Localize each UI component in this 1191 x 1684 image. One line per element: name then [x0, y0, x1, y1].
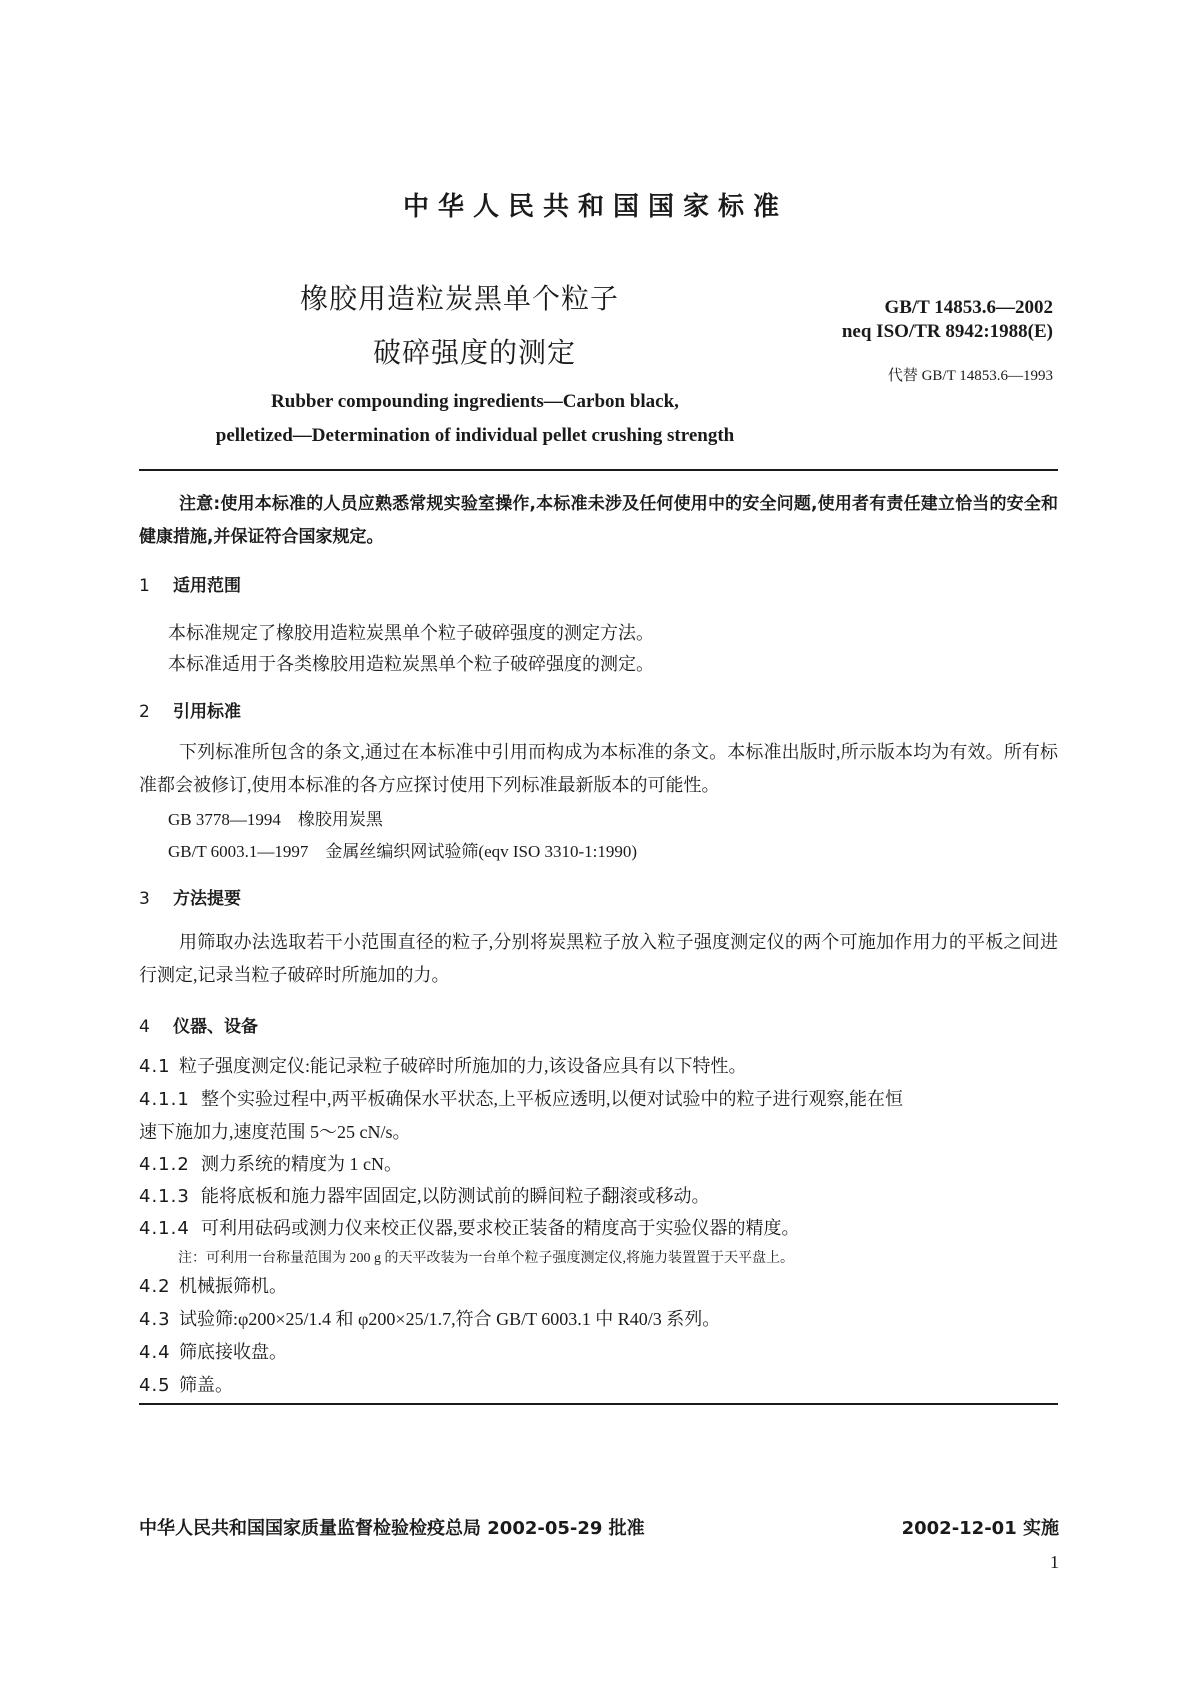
clause-text: 机械振筛机。 — [179, 1276, 287, 1296]
replaces-note: 代替 GB/T 14853.6—1993 — [887, 368, 1053, 384]
section-number: 2 — [139, 702, 150, 722]
clause-number: 4.1.4 — [139, 1218, 190, 1239]
clause-4-1-1 — [139, 1085, 903, 1111]
standard-title-en-line2: pelletized—Determination of individual pellet crushing strength — [215, 425, 735, 446]
clause-4-1-note: 注：可利用一台称量范围为 200 g 的天平改装为一台单个粒子强度测定仪,将施力装置置于天平盘上。 — [178, 1251, 794, 1266]
section-title: 仪器、设备 — [173, 1017, 258, 1037]
section-number: 1 — [139, 576, 150, 596]
clause-4-4 — [139, 1338, 287, 1364]
clause-number: 4.1.3 — [139, 1186, 190, 1207]
clause-text: 能将底板和施力器牢固固定,以防测试前的瞬间粒子翻滚或移动。 — [201, 1186, 710, 1206]
page-number: 1 — [1050, 1552, 1059, 1572]
section-1-heading — [139, 571, 241, 596]
standard-number: GB/T 14853.6—2002 — [884, 297, 1053, 318]
section-number: 3 — [139, 889, 150, 909]
equivalence-code: neq ISO/TR 8942:1988(E) — [841, 321, 1053, 342]
clause-text: 整个实验过程中,两平板确保水平状态,上平板应透明,以便对试验中的粒子进行观察,能在恒 — [201, 1089, 903, 1109]
header-divider — [139, 469, 1058, 471]
clause-text: 可利用砝码或测力仪来校正仪器,要求校正装备的精度高于实验仪器的精度。 — [201, 1218, 800, 1238]
section-title: 引用标准 — [173, 702, 241, 722]
reference-gbt6003: GB/T 6003.1—1997 金属丝编织网试验筛(eqv ISO 3310-1:1990) — [168, 842, 638, 861]
clause-4-5 — [139, 1371, 233, 1397]
clause-text: 筛底接收盘。 — [179, 1342, 287, 1362]
safety-notice: 注意:使用本标准的人员应熟悉常规实验室操作,本标准未涉及任何使用中的安全问题,使用者有责任建立恰当的安全和健康措施,并保证符合国家规定。 — [139, 494, 1058, 547]
section-3-para-1: 用筛取办法选取若干小范围直径的粒子,分别将炭黑粒子放入粒子强度测定仪的两个可施加作用力的平板之间进行测定,记录当粒子破碎时所施加的力。 — [139, 932, 1058, 985]
implementation-date: 2002-12-01 实施 — [901, 1518, 1059, 1539]
section-3-heading — [139, 884, 241, 909]
national-standard-heading: 中华人民共和国国家标准 — [402, 192, 788, 222]
clause-number: 4.3 — [139, 1309, 171, 1330]
clause-number: 4.1 — [139, 1056, 171, 1077]
clause-text: 试验筛:φ200×25/1.4 和 φ200×25/1.7,符合 GB/T 6003.1 中 R40/3 系列。 — [179, 1309, 721, 1329]
clause-number: 4.1.2 — [139, 1154, 190, 1175]
clause-4-1-2 — [139, 1150, 402, 1176]
section-title: 方法提要 — [173, 889, 241, 909]
clause-4-1-3 — [139, 1182, 710, 1208]
clause-text: 筛盖。 — [179, 1375, 233, 1395]
standard-title-cn-line1: 橡胶用造粒炭黑单个粒子 — [300, 282, 620, 315]
standard-title-cn-line2: 破碎强度的测定 — [373, 336, 577, 369]
standard-code-block — [842, 296, 1053, 344]
section-number: 4 — [139, 1017, 150, 1037]
clause-4-2 — [139, 1272, 287, 1298]
clause-4-1-1-continued: 速下施加力,速度范围 5～25 cN/s。 — [139, 1122, 411, 1142]
clause-4-3 — [139, 1305, 720, 1331]
clause-number: 4.2 — [139, 1276, 171, 1297]
clause-4-1-4 — [139, 1214, 800, 1240]
standard-title-en — [0, 385, 950, 453]
section-1-para-2: 本标准适用于各类橡胶用造粒炭黑单个粒子破碎强度的测定。 — [168, 654, 654, 674]
clause-text: 粒子强度测定仪:能记录粒子破碎时所施加的力,该设备应具有以下特性。 — [179, 1056, 747, 1076]
clause-4-1 — [139, 1052, 747, 1078]
section-4-heading — [139, 1012, 258, 1037]
clause-number: 4.5 — [139, 1375, 171, 1396]
approval-statement: 中华人民共和国国家质量监督检验检疫总局 2002-05-29 批准 — [139, 1518, 645, 1539]
standard-title-en-line1: Rubber compounding ingredients—Carbon black, — [271, 391, 679, 412]
clause-text: 测力系统的精度为 1 cN。 — [201, 1154, 402, 1174]
reference-gb3778: GB 3778—1994 橡胶用炭黑 — [168, 810, 383, 829]
footer-divider — [139, 1403, 1058, 1405]
clause-number: 4.1.1 — [139, 1089, 190, 1110]
section-2-para-1: 下列标准所包含的条文,通过在本标准中引用而构成为本标准的条文。本标准出版时,所示版本均为有效。所有标准都会被修订,使用本标准的各方应探讨使用下列标准最新版本的可能性。 — [139, 742, 1058, 795]
section-title: 适用范围 — [173, 576, 241, 596]
section-1-para-1: 本标准规定了橡胶用造粒炭黑单个粒子破碎强度的测定方法。 — [168, 623, 654, 643]
section-2-heading — [139, 697, 241, 722]
clause-number: 4.4 — [139, 1342, 171, 1363]
